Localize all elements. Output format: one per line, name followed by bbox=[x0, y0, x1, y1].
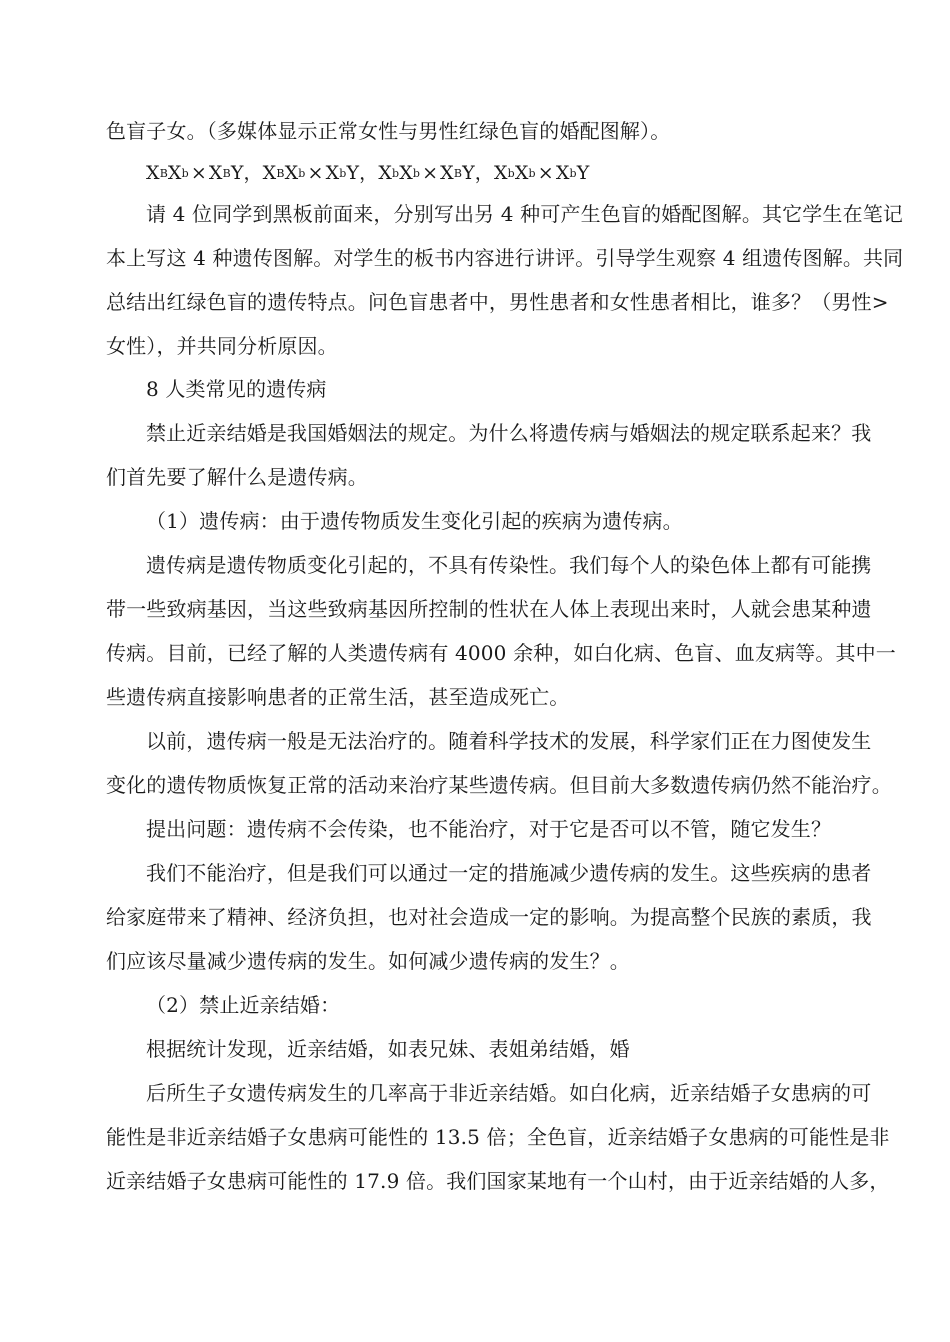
paragraph-line: 传病。目前，已经了解的人类遗传病有 4000 余种，如白化病、色盲、血友病等。其中一 bbox=[106, 641, 896, 665]
paragraph-line: 以前，遗传病一般是无法治疗的。随着科学技术的发展，科学家们正在力图使发生 bbox=[146, 729, 872, 753]
paragraph-line: 变化的遗传物质恢复正常的活动来治疗某些遗传病。但目前大多数遗传病仍然不能治疗。 bbox=[106, 773, 892, 797]
paragraph-line: 后所生子女遗传病发生的几率高于非近亲结婚。如白化病，近亲结婚子女患病的可 bbox=[146, 1081, 872, 1105]
paragraph-line: 近亲结婚子女患病可能性的 17.9 倍。我们国家某地有一个山村，由于近亲结婚的人多， bbox=[106, 1169, 890, 1193]
paragraph-line: 带一些致病基因，当这些致病基因所控制的性状在人体上表现出来时，人就会患某种遗 bbox=[106, 597, 872, 621]
paragraph-line: 总结出红绿色盲的遗传特点。问色盲患者中，男性患者和女性患者相比，谁多？（男性> bbox=[106, 290, 889, 314]
subsection-heading: （2）禁止近亲结婚： bbox=[146, 993, 341, 1017]
paragraph-line: 们应该尽量减少遗传病的发生。如何减少遗传病的发生？。 bbox=[106, 949, 630, 973]
genotype-crosses-formula: $X^BX^b \times X^BY$，$X^BX^b \times X^bY$，$X^bX^b \times X^BY$，$X^bX^b \times X^bY$ bbox=[146, 162, 590, 184]
section-heading: 8 人类常见的遗传病 bbox=[146, 377, 327, 401]
paragraph-line: 请 4 位同学到黑板前面来，分别写出另 4 种可产生色盲的婚配图解。其它学生在笔记 bbox=[146, 202, 904, 226]
paragraph-line: 色盲子女。（多媒体显示正常女性与男性红绿色盲的婚配图解）。 bbox=[106, 119, 671, 143]
paragraph-line: 们首先要了解什么是遗传病。 bbox=[106, 465, 368, 489]
paragraph-line: 我们不能治疗，但是我们可以通过一定的措施减少遗传病的发生。这些疾病的患者 bbox=[146, 861, 872, 885]
paragraph-line: 本上写这 4 种遗传图解。对学生的板书内容进行讲评。引导学生观察 4 组遗传图解。共同 bbox=[106, 246, 904, 270]
paragraph-line: 些遗传病直接影响患者的正常生活，甚至造成死亡。 bbox=[106, 685, 570, 709]
paragraph-line: 提出问题：遗传病不会传染，也不能治疗，对于它是否可以不管，随它发生？ bbox=[146, 817, 832, 841]
paragraph-line: 给家庭带来了精神、经济负担，也对社会造成一定的影响。为提高整个民族的素质，我 bbox=[106, 905, 872, 929]
paragraph-line: 遗传病是遗传物质变化引起的，不具有传染性。我们每个人的染色体上都有可能携 bbox=[146, 553, 872, 577]
subsection-heading: （1）遗传病：由于遗传物质发生变化引起的疾病为遗传病。 bbox=[146, 509, 683, 533]
paragraph-line: 根据统计发现，近亲结婚，如表兄妹、表姐弟结婚，婚 bbox=[146, 1037, 630, 1061]
paragraph-line: 女性），并共同分析原因。 bbox=[106, 334, 338, 358]
paragraph-line: 禁止近亲结婚是我国婚姻法的规定。为什么将遗传病与婚姻法的规定联系起来？我 bbox=[146, 421, 872, 445]
paragraph-line: 能性是非近亲结婚子女患病可能性的 13.5 倍；全色盲，近亲结婚子女患病的可能性是非 bbox=[106, 1125, 890, 1149]
